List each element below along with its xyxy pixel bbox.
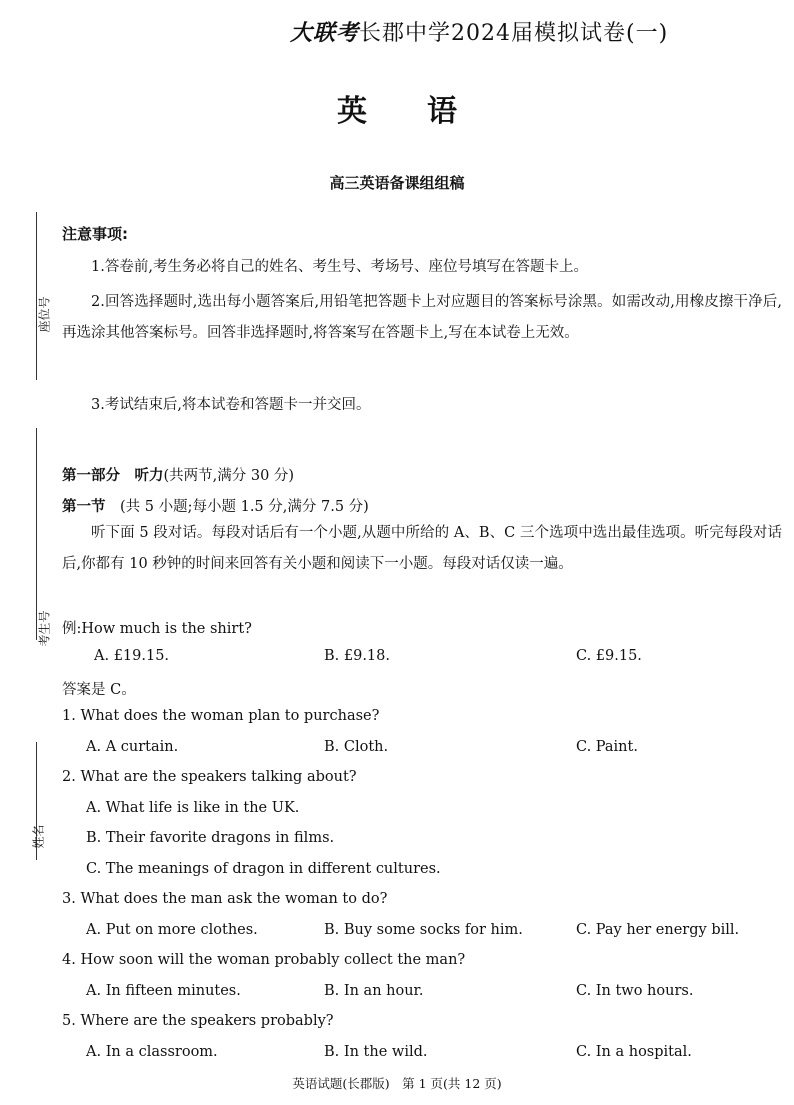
q1-option-a: A. A curtain. [86, 739, 179, 755]
exam-title [290, 16, 668, 47]
example-question: 例:How much is the shirt? [62, 621, 252, 637]
part1-heading [62, 464, 294, 485]
question-4: 4. How soon will the woman probably collect the man? [62, 952, 466, 968]
example-answer: 答案是 C。 [62, 682, 136, 698]
exam-no-label: 考生号 [37, 610, 52, 647]
page-footer: 英语试题(长郡版) 第 1 页(共 12 页) [292, 1076, 502, 1091]
example-option-c: C. £9.15. [576, 648, 642, 664]
notice-item-2: 2.回答选择题时,选出每小题答案后,用铅笔把答题卡上对应题目的答案标号涂黑。如需改动,用橡皮擦干净后,再选涂其他答案标号。回答非选择题时,将答案写在答题卡上,写在本试卷上无效。 [62, 294, 782, 341]
q4-option-c: C. In two hours. [576, 983, 694, 999]
q1-option-c: C. Paint. [576, 739, 638, 755]
notice-item-3: 3.考试结束后,将本试卷和答题卡一并交回。 [91, 397, 371, 413]
exam-title-text: 长郡中学2024届模拟试卷(一) [359, 21, 669, 46]
section1-title: 第一节 [62, 499, 106, 515]
section1-instructions: 听下面 5 段对话。每段对话后有一个小题,从题中所给的 A、B、C 三个选项中选出最佳选项。听完每段对话后,你都有 10 秒钟的时间来回答有关小题和阅读下一小题。每段对话仅读一遍。 [62, 525, 782, 572]
question-1: 1. What does the woman plan to purchase? [62, 708, 380, 724]
exam-brand: 大联考 [290, 20, 360, 46]
q4-option-a: A. In fifteen minutes. [86, 983, 241, 999]
name-label: 姓名 [31, 824, 46, 849]
q5-option-a: A. In a classroom. [86, 1044, 218, 1060]
subject-title: 英语 [337, 94, 517, 129]
part1-note: (共两节,满分 30 分) [163, 468, 295, 484]
example-option-b: B. £9.18. [324, 648, 390, 664]
q1-option-b: B. Cloth. [324, 739, 389, 755]
section1-heading [62, 495, 369, 516]
q3-option-b: B. Buy some socks for him. [324, 922, 523, 938]
question-2: 2. What are the speakers talking about? [62, 769, 357, 785]
q3-option-a: A. Put on more clothes. [86, 922, 258, 938]
seat-label: 座位号 [37, 296, 52, 333]
q2-option-c: C. The meanings of dragon in different cultures. [86, 861, 441, 877]
example-option-a: A. £19.15. [94, 648, 170, 664]
q2-option-a: A. What life is like in the UK. [86, 800, 300, 816]
part1-title: 第一部分 [62, 468, 120, 484]
exam-no-line [36, 428, 37, 640]
notice-heading: 注意事项: [62, 225, 128, 243]
question-5: 5. Where are the speakers probably? [62, 1013, 334, 1029]
compiler-line: 高三英语备课组组稿 [329, 174, 465, 192]
notice-item-1: 1.答卷前,考生务必将自己的姓名、考生号、考场号、座位号填写在答题卡上。 [91, 259, 588, 275]
section1-note: (共 5 小题;每小题 1.5 分,满分 7.5 分) [120, 499, 369, 515]
q3-option-c: C. Pay her energy bill. [576, 922, 740, 938]
q4-option-b: B. In an hour. [324, 983, 424, 999]
q5-option-b: B. In the wild. [324, 1044, 428, 1060]
q5-option-c: C. In a hospital. [576, 1044, 692, 1060]
q2-option-b: B. Their favorite dragons in films. [86, 830, 335, 846]
part1-name: 听力 [134, 468, 164, 484]
question-3: 3. What does the man ask the woman to do? [62, 891, 388, 907]
